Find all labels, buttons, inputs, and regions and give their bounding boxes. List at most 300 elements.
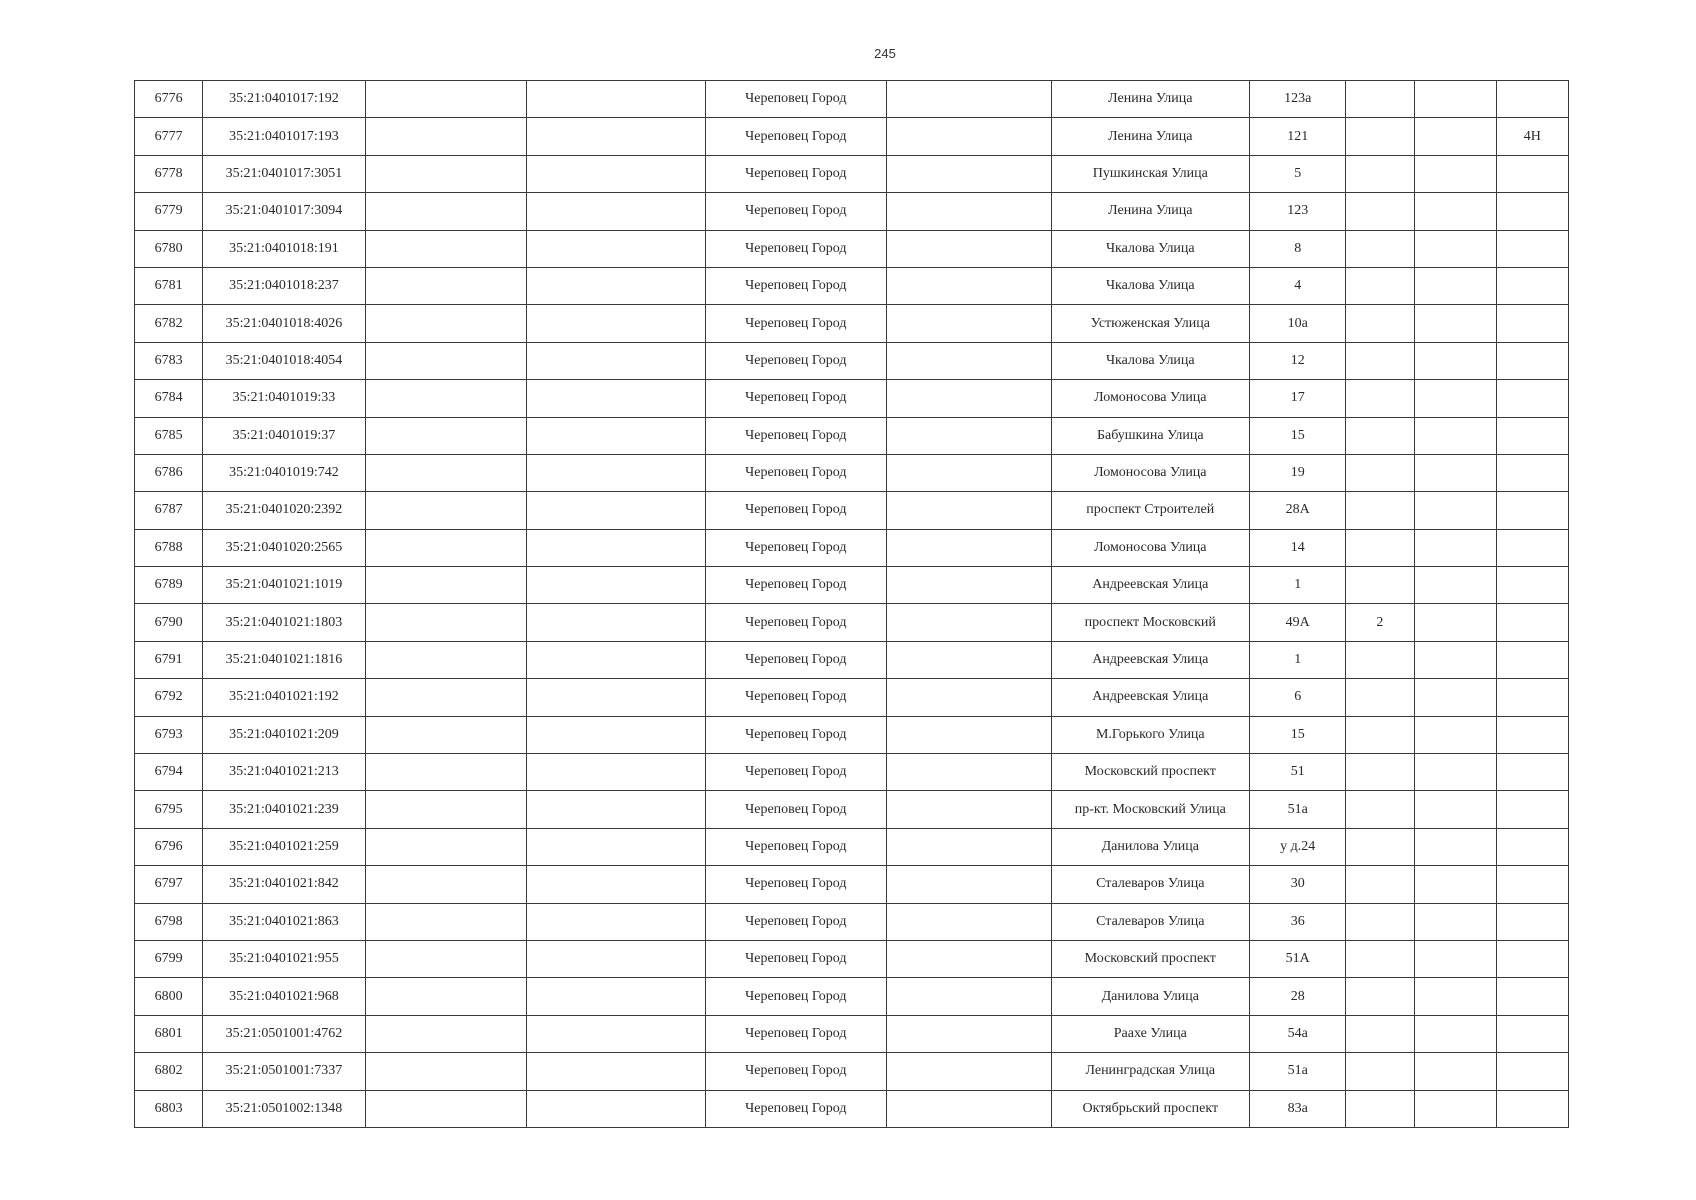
empty-cell-10 — [1414, 1015, 1496, 1052]
premises-cell — [1496, 81, 1568, 118]
record-number-cell: 6790 — [135, 604, 203, 641]
building-cell — [1346, 1053, 1414, 1090]
page-number: 245 — [874, 46, 896, 61]
table-row — [135, 1053, 1569, 1090]
empty-cell-6 — [887, 529, 1051, 566]
table-row — [135, 529, 1569, 566]
table-row — [135, 679, 1569, 716]
table-row — [135, 230, 1569, 267]
empty-cell-4 — [527, 903, 705, 940]
table-row — [135, 754, 1569, 791]
city-cell: Череповец Город — [705, 641, 887, 678]
empty-cell-4 — [527, 567, 705, 604]
building-cell — [1346, 716, 1414, 753]
street-cell: Устюженская Улица — [1051, 305, 1250, 342]
city-cell: Череповец Город — [705, 679, 887, 716]
empty-cell-10 — [1414, 305, 1496, 342]
house-number-cell: 83а — [1250, 1090, 1346, 1127]
table-row — [135, 641, 1569, 678]
cadastral-number-cell: 35:21:0401021:842 — [203, 866, 365, 903]
empty-cell-3 — [365, 193, 526, 230]
record-number-cell: 6777 — [135, 118, 203, 155]
empty-cell-6 — [887, 380, 1051, 417]
street-cell: Чкалова Улица — [1051, 230, 1250, 267]
building-cell — [1346, 567, 1414, 604]
empty-cell-3 — [365, 604, 526, 641]
record-number-cell: 6779 — [135, 193, 203, 230]
empty-cell-10 — [1414, 641, 1496, 678]
city-cell: Череповец Город — [705, 267, 887, 304]
cadastral-number-cell: 35:21:0501002:1348 — [203, 1090, 365, 1127]
city-cell: Череповец Город — [705, 604, 887, 641]
empty-cell-6 — [887, 230, 1051, 267]
premises-cell — [1496, 529, 1568, 566]
record-number-cell: 6797 — [135, 866, 203, 903]
house-number-cell: 15 — [1250, 716, 1346, 753]
premises-cell — [1496, 567, 1568, 604]
street-cell: Московский проспект — [1051, 754, 1250, 791]
table-row — [135, 1090, 1569, 1127]
premises-cell — [1496, 380, 1568, 417]
empty-cell-3 — [365, 342, 526, 379]
record-number-cell: 6802 — [135, 1053, 203, 1090]
house-number-cell: 28 — [1250, 978, 1346, 1015]
empty-cell-6 — [887, 940, 1051, 977]
empty-cell-6 — [887, 791, 1051, 828]
cadastral-number-cell: 35:21:0401021:968 — [203, 978, 365, 1015]
city-cell: Череповец Город — [705, 791, 887, 828]
city-cell: Череповец Город — [705, 828, 887, 865]
empty-cell-3 — [365, 305, 526, 342]
empty-cell-3 — [365, 529, 526, 566]
building-cell — [1346, 754, 1414, 791]
street-cell: проспект Московский — [1051, 604, 1250, 641]
empty-cell-6 — [887, 754, 1051, 791]
building-cell — [1346, 903, 1414, 940]
city-cell: Череповец Город — [705, 417, 887, 454]
city-cell: Череповец Город — [705, 903, 887, 940]
table-row — [135, 567, 1569, 604]
city-cell: Череповец Город — [705, 81, 887, 118]
cadastral-number-cell: 35:21:0401021:1803 — [203, 604, 365, 641]
empty-cell-10 — [1414, 417, 1496, 454]
empty-cell-4 — [527, 230, 705, 267]
street-cell: Данилова Улица — [1051, 978, 1250, 1015]
street-cell: М.Горького Улица — [1051, 716, 1250, 753]
record-number-cell: 6789 — [135, 567, 203, 604]
building-cell — [1346, 118, 1414, 155]
city-cell: Череповец Город — [705, 454, 887, 491]
empty-cell-6 — [887, 1015, 1051, 1052]
empty-cell-3 — [365, 492, 526, 529]
premises-cell: 4Н — [1496, 118, 1568, 155]
empty-cell-3 — [365, 940, 526, 977]
empty-cell-4 — [527, 1015, 705, 1052]
empty-cell-6 — [887, 641, 1051, 678]
empty-cell-4 — [527, 267, 705, 304]
empty-cell-6 — [887, 81, 1051, 118]
building-cell — [1346, 791, 1414, 828]
street-cell: Ленинградская Улица — [1051, 1053, 1250, 1090]
empty-cell-10 — [1414, 791, 1496, 828]
house-number-cell: 123а — [1250, 81, 1346, 118]
record-number-cell: 6778 — [135, 155, 203, 192]
premises-cell — [1496, 305, 1568, 342]
empty-cell-6 — [887, 903, 1051, 940]
empty-cell-10 — [1414, 529, 1496, 566]
building-cell — [1346, 267, 1414, 304]
empty-cell-6 — [887, 679, 1051, 716]
empty-cell-6 — [887, 118, 1051, 155]
record-number-cell: 6780 — [135, 230, 203, 267]
empty-cell-10 — [1414, 716, 1496, 753]
empty-cell-10 — [1414, 230, 1496, 267]
premises-cell — [1496, 716, 1568, 753]
cadastral-number-cell: 35:21:0401021:213 — [203, 754, 365, 791]
empty-cell-10 — [1414, 903, 1496, 940]
premises-cell — [1496, 903, 1568, 940]
empty-cell-3 — [365, 978, 526, 1015]
cadastral-number-cell: 35:21:0401021:1019 — [203, 567, 365, 604]
city-cell: Череповец Город — [705, 1015, 887, 1052]
building-cell — [1346, 940, 1414, 977]
street-cell: Сталеваров Улица — [1051, 866, 1250, 903]
empty-cell-3 — [365, 380, 526, 417]
street-cell: Андреевская Улица — [1051, 679, 1250, 716]
building-cell — [1346, 679, 1414, 716]
cadastral-number-cell: 35:21:0401019:742 — [203, 454, 365, 491]
city-cell: Череповец Город — [705, 866, 887, 903]
empty-cell-6 — [887, 828, 1051, 865]
cadastral-number-cell: 35:21:0401018:4054 — [203, 342, 365, 379]
empty-cell-6 — [887, 305, 1051, 342]
empty-cell-6 — [887, 342, 1051, 379]
premises-cell — [1496, 679, 1568, 716]
empty-cell-10 — [1414, 492, 1496, 529]
empty-cell-3 — [365, 791, 526, 828]
table-row — [135, 828, 1569, 865]
record-number-cell: 6801 — [135, 1015, 203, 1052]
empty-cell-6 — [887, 716, 1051, 753]
record-number-cell: 6794 — [135, 754, 203, 791]
empty-cell-4 — [527, 641, 705, 678]
table-row — [135, 417, 1569, 454]
street-cell: Чкалова Улица — [1051, 342, 1250, 379]
record-number-cell: 6795 — [135, 791, 203, 828]
premises-cell — [1496, 1053, 1568, 1090]
building-cell — [1346, 417, 1414, 454]
empty-cell-6 — [887, 567, 1051, 604]
premises-cell — [1496, 978, 1568, 1015]
empty-cell-10 — [1414, 454, 1496, 491]
city-cell: Череповец Город — [705, 567, 887, 604]
house-number-cell: 15 — [1250, 417, 1346, 454]
empty-cell-3 — [365, 903, 526, 940]
premises-cell — [1496, 1090, 1568, 1127]
empty-cell-4 — [527, 454, 705, 491]
house-number-cell: 51а — [1250, 1053, 1346, 1090]
city-cell: Череповец Город — [705, 230, 887, 267]
cadastral-number-cell: 35:21:0401021:863 — [203, 903, 365, 940]
record-number-cell: 6783 — [135, 342, 203, 379]
premises-cell — [1496, 940, 1568, 977]
building-cell — [1346, 866, 1414, 903]
empty-cell-4 — [527, 716, 705, 753]
empty-cell-3 — [365, 828, 526, 865]
empty-cell-10 — [1414, 155, 1496, 192]
empty-cell-4 — [527, 305, 705, 342]
house-number-cell: 5 — [1250, 155, 1346, 192]
table-row — [135, 978, 1569, 1015]
house-number-cell: 17 — [1250, 380, 1346, 417]
record-number-cell: 6799 — [135, 940, 203, 977]
empty-cell-4 — [527, 81, 705, 118]
record-number-cell: 6788 — [135, 529, 203, 566]
building-cell — [1346, 230, 1414, 267]
premises-cell — [1496, 866, 1568, 903]
city-cell: Череповец Город — [705, 978, 887, 1015]
record-number-cell: 6776 — [135, 81, 203, 118]
street-cell: Раахе Улица — [1051, 1015, 1250, 1052]
house-number-cell: 121 — [1250, 118, 1346, 155]
cadastral-number-cell: 35:21:0401021:259 — [203, 828, 365, 865]
house-number-cell: у д.24 — [1250, 828, 1346, 865]
empty-cell-4 — [527, 940, 705, 977]
empty-cell-10 — [1414, 267, 1496, 304]
premises-cell — [1496, 754, 1568, 791]
street-cell: Ломоносова Улица — [1051, 454, 1250, 491]
empty-cell-4 — [527, 492, 705, 529]
building-cell: 2 — [1346, 604, 1414, 641]
cadastral-number-cell: 35:21:0401017:192 — [203, 81, 365, 118]
empty-cell-4 — [527, 417, 705, 454]
premises-cell — [1496, 641, 1568, 678]
house-number-cell: 123 — [1250, 193, 1346, 230]
record-number-cell: 6793 — [135, 716, 203, 753]
cadastral-number-cell: 35:21:0501001:7337 — [203, 1053, 365, 1090]
building-cell — [1346, 193, 1414, 230]
cadastral-number-cell: 35:21:0401019:37 — [203, 417, 365, 454]
empty-cell-6 — [887, 454, 1051, 491]
empty-cell-3 — [365, 118, 526, 155]
record-number-cell: 6782 — [135, 305, 203, 342]
empty-cell-10 — [1414, 604, 1496, 641]
cadastral-number-cell: 35:21:0501001:4762 — [203, 1015, 365, 1052]
empty-cell-10 — [1414, 380, 1496, 417]
building-cell — [1346, 81, 1414, 118]
empty-cell-10 — [1414, 1090, 1496, 1127]
empty-cell-10 — [1414, 81, 1496, 118]
house-number-cell: 54а — [1250, 1015, 1346, 1052]
premises-cell — [1496, 492, 1568, 529]
empty-cell-4 — [527, 380, 705, 417]
building-cell — [1346, 529, 1414, 566]
house-number-cell: 28А — [1250, 492, 1346, 529]
cadastral-number-cell: 35:21:0401021:955 — [203, 940, 365, 977]
empty-cell-3 — [365, 716, 526, 753]
house-number-cell: 1 — [1250, 641, 1346, 678]
building-cell — [1346, 641, 1414, 678]
record-number-cell: 6803 — [135, 1090, 203, 1127]
cadastral-number-cell: 35:21:0401020:2565 — [203, 529, 365, 566]
empty-cell-3 — [365, 641, 526, 678]
street-cell: Ленина Улица — [1051, 193, 1250, 230]
premises-cell — [1496, 1015, 1568, 1052]
record-number-cell: 6781 — [135, 267, 203, 304]
table-row — [135, 940, 1569, 977]
city-cell: Череповец Город — [705, 1053, 887, 1090]
city-cell: Череповец Город — [705, 492, 887, 529]
table-row — [135, 193, 1569, 230]
house-number-cell: 8 — [1250, 230, 1346, 267]
building-cell — [1346, 454, 1414, 491]
building-cell — [1346, 1015, 1414, 1052]
empty-cell-10 — [1414, 193, 1496, 230]
street-cell: Ломоносова Улица — [1051, 529, 1250, 566]
street-cell: Андреевская Улица — [1051, 641, 1250, 678]
cadastral-number-cell: 35:21:0401021:209 — [203, 716, 365, 753]
premises-cell — [1496, 342, 1568, 379]
house-number-cell: 1 — [1250, 567, 1346, 604]
house-number-cell: 19 — [1250, 454, 1346, 491]
city-cell: Череповец Город — [705, 342, 887, 379]
street-cell: Чкалова Улица — [1051, 267, 1250, 304]
city-cell: Череповец Город — [705, 940, 887, 977]
empty-cell-4 — [527, 529, 705, 566]
record-number-cell: 6798 — [135, 903, 203, 940]
empty-cell-10 — [1414, 828, 1496, 865]
table-row — [135, 1015, 1569, 1052]
empty-cell-4 — [527, 1053, 705, 1090]
record-number-cell: 6800 — [135, 978, 203, 1015]
house-number-cell: 6 — [1250, 679, 1346, 716]
building-cell — [1346, 492, 1414, 529]
empty-cell-4 — [527, 118, 705, 155]
empty-cell-4 — [527, 978, 705, 1015]
table-row — [135, 81, 1569, 118]
cadastral-number-cell: 35:21:0401018:191 — [203, 230, 365, 267]
cadastral-number-cell: 35:21:0401021:239 — [203, 791, 365, 828]
registry-table — [134, 80, 1569, 1128]
empty-cell-4 — [527, 342, 705, 379]
cadastral-number-cell: 35:21:0401017:193 — [203, 118, 365, 155]
city-cell: Череповец Город — [705, 193, 887, 230]
street-cell: Ломоносова Улица — [1051, 380, 1250, 417]
street-cell: Андреевская Улица — [1051, 567, 1250, 604]
empty-cell-6 — [887, 1053, 1051, 1090]
empty-cell-3 — [365, 1015, 526, 1052]
empty-cell-6 — [887, 417, 1051, 454]
premises-cell — [1496, 267, 1568, 304]
table-row — [135, 716, 1569, 753]
house-number-cell: 36 — [1250, 903, 1346, 940]
empty-cell-3 — [365, 267, 526, 304]
city-cell: Череповец Город — [705, 716, 887, 753]
empty-cell-3 — [365, 1090, 526, 1127]
empty-cell-10 — [1414, 866, 1496, 903]
empty-cell-4 — [527, 679, 705, 716]
empty-cell-3 — [365, 454, 526, 491]
empty-cell-6 — [887, 1090, 1051, 1127]
empty-cell-6 — [887, 492, 1051, 529]
house-number-cell: 51А — [1250, 940, 1346, 977]
table-row — [135, 342, 1569, 379]
cadastral-number-cell: 35:21:0401021:1816 — [203, 641, 365, 678]
table-row — [135, 267, 1569, 304]
street-cell: Московский проспект — [1051, 940, 1250, 977]
premises-cell — [1496, 454, 1568, 491]
cadastral-number-cell: 35:21:0401021:192 — [203, 679, 365, 716]
street-cell: Бабушкина Улица — [1051, 417, 1250, 454]
table-row — [135, 155, 1569, 192]
cadastral-number-cell: 35:21:0401017:3051 — [203, 155, 365, 192]
cadastral-number-cell: 35:21:0401020:2392 — [203, 492, 365, 529]
empty-cell-10 — [1414, 940, 1496, 977]
table-row — [135, 118, 1569, 155]
empty-cell-4 — [527, 754, 705, 791]
street-cell: Ленина Улица — [1051, 81, 1250, 118]
empty-cell-4 — [527, 193, 705, 230]
record-number-cell: 6786 — [135, 454, 203, 491]
empty-cell-4 — [527, 1090, 705, 1127]
street-cell: проспект Строителей — [1051, 492, 1250, 529]
premises-cell — [1496, 604, 1568, 641]
street-cell: Сталеваров Улица — [1051, 903, 1250, 940]
house-number-cell: 12 — [1250, 342, 1346, 379]
city-cell: Череповец Город — [705, 754, 887, 791]
street-cell: Пушкинская Улица — [1051, 155, 1250, 192]
empty-cell-3 — [365, 679, 526, 716]
city-cell: Череповец Город — [705, 1090, 887, 1127]
empty-cell-10 — [1414, 342, 1496, 379]
street-cell: Октябрьский проспект — [1051, 1090, 1250, 1127]
building-cell — [1346, 978, 1414, 1015]
house-number-cell: 49А — [1250, 604, 1346, 641]
empty-cell-3 — [365, 417, 526, 454]
building-cell — [1346, 305, 1414, 342]
table-row — [135, 454, 1569, 491]
empty-cell-3 — [365, 1053, 526, 1090]
empty-cell-10 — [1414, 1053, 1496, 1090]
empty-cell-3 — [365, 754, 526, 791]
record-number-cell: 6796 — [135, 828, 203, 865]
empty-cell-3 — [365, 567, 526, 604]
empty-cell-10 — [1414, 754, 1496, 791]
premises-cell — [1496, 791, 1568, 828]
record-number-cell: 6787 — [135, 492, 203, 529]
record-number-cell: 6792 — [135, 679, 203, 716]
empty-cell-3 — [365, 866, 526, 903]
house-number-cell: 4 — [1250, 267, 1346, 304]
building-cell — [1346, 155, 1414, 192]
table-row — [135, 380, 1569, 417]
premises-cell — [1496, 828, 1568, 865]
city-cell: Череповец Город — [705, 305, 887, 342]
record-number-cell: 6785 — [135, 417, 203, 454]
table-row — [135, 791, 1569, 828]
house-number-cell: 51а — [1250, 791, 1346, 828]
table-row — [135, 903, 1569, 940]
empty-cell-4 — [527, 866, 705, 903]
empty-cell-10 — [1414, 978, 1496, 1015]
empty-cell-10 — [1414, 567, 1496, 604]
empty-cell-4 — [527, 791, 705, 828]
premises-cell — [1496, 155, 1568, 192]
house-number-cell: 10а — [1250, 305, 1346, 342]
empty-cell-10 — [1414, 118, 1496, 155]
table-row — [135, 305, 1569, 342]
house-number-cell: 51 — [1250, 754, 1346, 791]
